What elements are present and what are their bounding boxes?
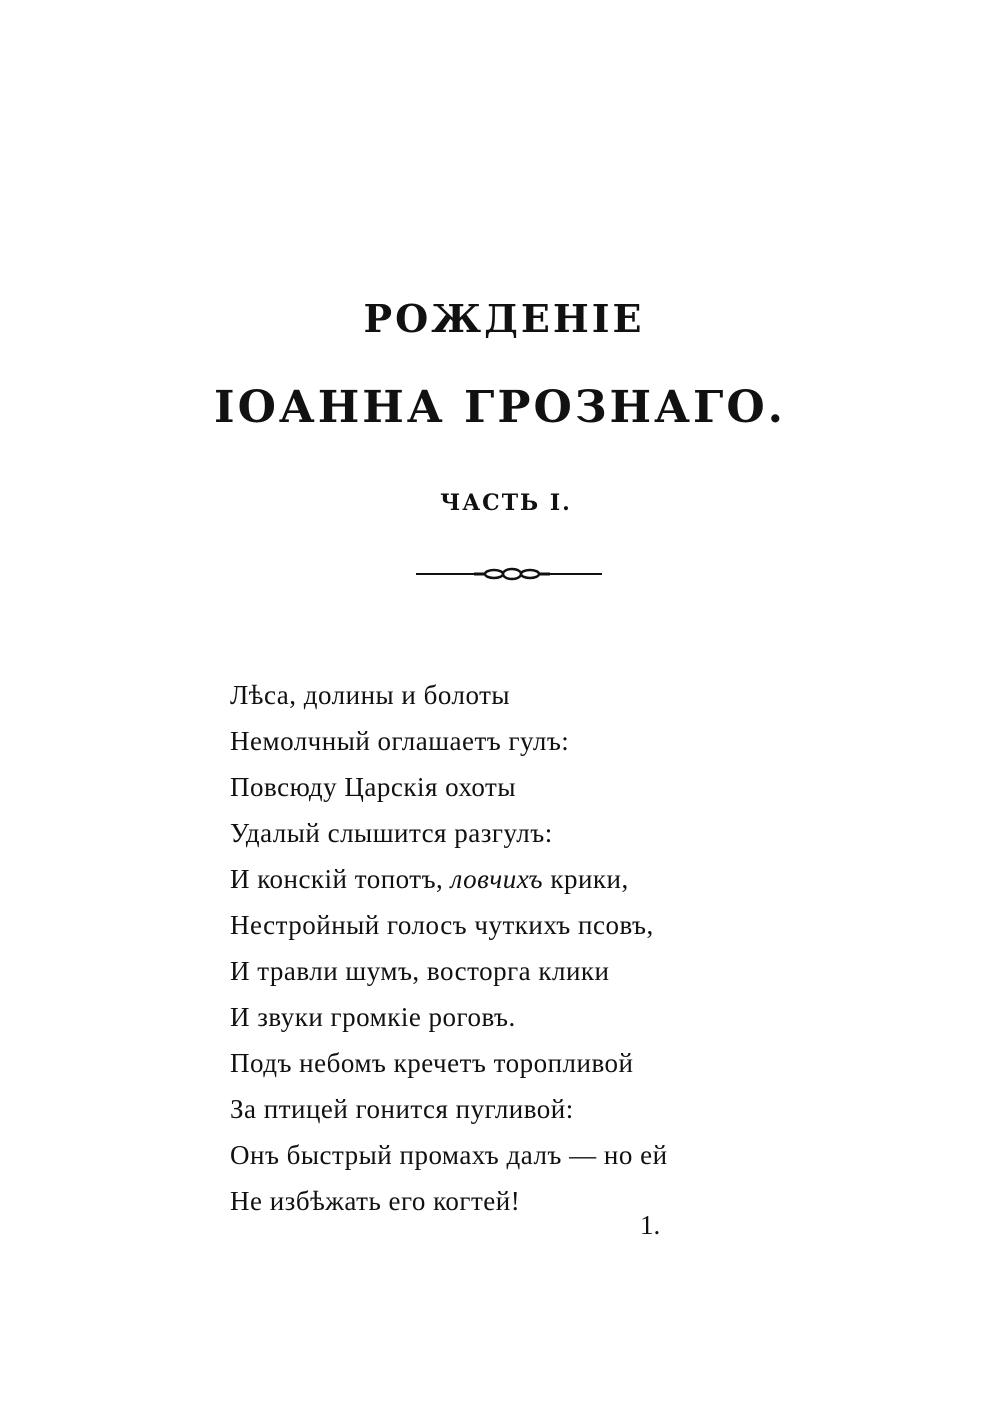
- verse-text: И звуки громкіе роговъ.: [230, 1002, 516, 1032]
- verse-text: Нестройный голосъ чуткихъ псовъ,: [230, 910, 654, 940]
- verse-text: И конскій топотъ,: [230, 864, 451, 894]
- verse-line: [230, 718, 790, 764]
- verse-text: Лѣса, долины и болоты: [230, 680, 511, 710]
- verse-line: [230, 902, 790, 948]
- verse-line: [230, 1178, 790, 1224]
- verse-text: Удалый слышится разгулъ:: [230, 818, 553, 848]
- verse-line: [230, 810, 790, 856]
- verse-text: Онъ быстрый промахъ далъ — но ей: [230, 1140, 668, 1170]
- verse-line: [230, 672, 790, 718]
- verse-text: Подъ небомъ кречетъ торопливой: [230, 1048, 634, 1078]
- verse-line: [230, 1132, 790, 1178]
- verse-text: крики,: [543, 864, 629, 894]
- verse-line: [230, 1040, 790, 1086]
- verse-line: [230, 856, 790, 902]
- decorative-rule-icon: [414, 562, 604, 586]
- verse-line: [230, 1086, 790, 1132]
- title-line-1: РОЖДЕНІЕ: [363, 296, 645, 341]
- page-number: 1.: [640, 1210, 661, 1240]
- verse-line: [230, 948, 790, 994]
- part-label: ЧАСТЬ І.: [440, 490, 572, 516]
- verse-text: За птицей гонится пугливой:: [230, 1094, 574, 1124]
- verse-stanza: [230, 672, 790, 1224]
- verse-text: Повсюду Царскія охоты: [230, 772, 516, 802]
- title-line-2: ІОАННА ГРОЗНАГО.: [213, 382, 786, 433]
- verse-line: [230, 994, 790, 1040]
- verse-text: И травли шумъ, восторга клики: [230, 956, 610, 986]
- verse-text: Немолчный оглашаетъ гулъ:: [230, 726, 570, 756]
- verse-line: [230, 764, 790, 810]
- verse-text: Не избѣжать его когтей!: [230, 1186, 521, 1216]
- verse-italic-text: ловчихъ: [450, 864, 544, 894]
